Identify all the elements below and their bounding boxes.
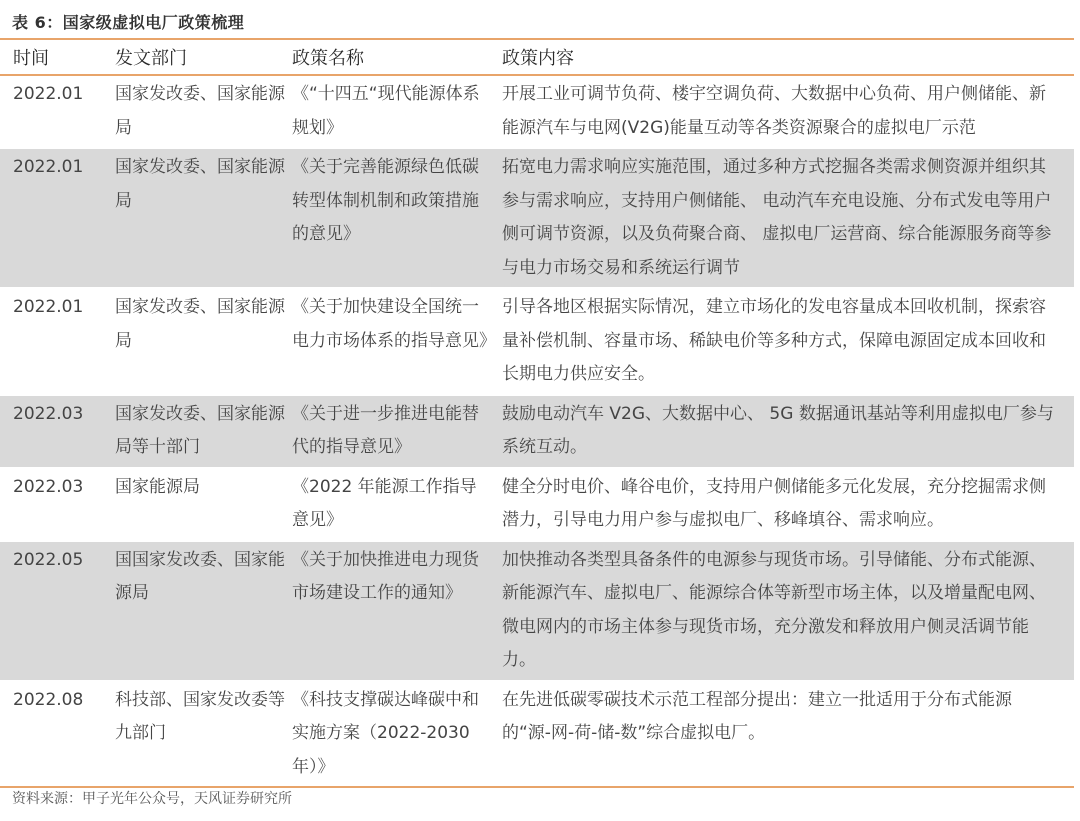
table-caption: 表 6：国家级虚拟电厂政策梳理 bbox=[12, 13, 245, 32]
cell-policy-content: 鼓励电动汽车 V2G、大数据中心、 5G 数据通讯基站等利用虚拟电厂参与系统互动。 bbox=[502, 395, 1074, 468]
policy-table bbox=[0, 40, 1074, 788]
cell-policy-content: 健全分时电价、峰谷电价，支持用户侧储能多元化发展，充分挖掘需求侧潜力，引导电力用户参与虚拟电厂、移峰填谷、需求响应。 bbox=[502, 468, 1074, 541]
cell-department: 国家发改委、国家能源局 bbox=[115, 75, 292, 148]
cell-time: 2022.01 bbox=[0, 148, 115, 288]
table-row bbox=[0, 541, 1074, 681]
cell-time: 2022.05 bbox=[0, 541, 115, 681]
table-row bbox=[0, 75, 1074, 148]
table-row bbox=[0, 468, 1074, 541]
source-note: 资料来源：甲子光年公众号，天风证券研究所 bbox=[12, 791, 292, 807]
cell-policy-name: 《2022 年能源工作指导意见》 bbox=[292, 468, 502, 541]
cell-policy-name: 《“十四五“现代能源体系规划》 bbox=[292, 75, 502, 148]
table-header-row bbox=[0, 40, 1074, 75]
cell-time: 2022.01 bbox=[0, 288, 115, 395]
cell-policy-name: 《科技支撑碳达峰碳中和实施方案（2022-2030 年）》 bbox=[292, 681, 502, 788]
cell-time: 2022.03 bbox=[0, 395, 115, 468]
table-row bbox=[0, 395, 1074, 468]
cell-department: 国家发改委、国家能源局等十部门 bbox=[115, 395, 292, 468]
cell-policy-name: 《关于加快建设全国统一电力市场体系的指导意见》 bbox=[292, 288, 502, 395]
header-department: 发文部门 bbox=[115, 40, 292, 75]
cell-policy-name: 《关于加快推进电力现货市场建设工作的通知》 bbox=[292, 541, 502, 681]
cell-time: 2022.08 bbox=[0, 681, 115, 788]
cell-policy-content: 加快推动各类型具备条件的电源参与现货市场。引导储能、分布式能源、 新能源汽车、虚拟电厂、能源综合体等新型市场主体，以及增量配电网、微电网内的市场主体参与现货市场，充分激发和释放用户侧灵活调节能力。 bbox=[502, 541, 1074, 681]
cell-policy-content: 引导各地区根据实际情况，建立市场化的发电容量成本回收机制，探索容量补偿机制、容量市场、稀缺电价等多种方式，保障电源固定成本回收和长期电力供应安全。 bbox=[502, 288, 1074, 395]
cell-policy-name: 《关于进一步推进电能替代的指导意见》 bbox=[292, 395, 502, 468]
cell-time: 2022.01 bbox=[0, 75, 115, 148]
cell-policy-name: 《关于完善能源绿色低碳转型体制机制和政策措施的意见》 bbox=[292, 148, 502, 288]
cell-department: 科技部、国家发改委等九部门 bbox=[115, 681, 292, 788]
cell-policy-content: 拓宽电力需求响应实施范围，通过多种方式挖掘各类需求侧资源并组织其参与需求响应，支持用户侧储能、 电动汽车充电设施、分布式发电等用户侧可调节资源，以及负荷聚合商、 虚拟电厂运营商、综合能源服务商等参与电力市场交易和系统运行调节 bbox=[502, 148, 1074, 288]
table-row bbox=[0, 681, 1074, 788]
table-row bbox=[0, 288, 1074, 395]
header-time: 时间 bbox=[0, 40, 115, 75]
cell-time: 2022.03 bbox=[0, 468, 115, 541]
cell-department: 国家能源局 bbox=[115, 468, 292, 541]
table-row bbox=[0, 148, 1074, 288]
header-policy-content: 政策内容 bbox=[502, 40, 1074, 75]
cell-department: 国家发改委、国家能源局 bbox=[115, 288, 292, 395]
cell-department: 国家发改委、国家能源局 bbox=[115, 148, 292, 288]
cell-policy-content: 开展工业可调节负荷、楼宇空调负荷、大数据中心负荷、用户侧储能、新能源汽车与电网(V2G)能量互动等各类资源聚合的虚拟电厂示范 bbox=[502, 75, 1074, 148]
cell-policy-content: 在先进低碳零碳技术示范工程部分提出：建立一批适用于分布式能源的“源-网-荷-储-数”综合虚拟电厂。 bbox=[502, 681, 1074, 788]
header-policy-name: 政策名称 bbox=[292, 40, 502, 75]
cell-department: 国国家发改委、国家能源局 bbox=[115, 541, 292, 681]
